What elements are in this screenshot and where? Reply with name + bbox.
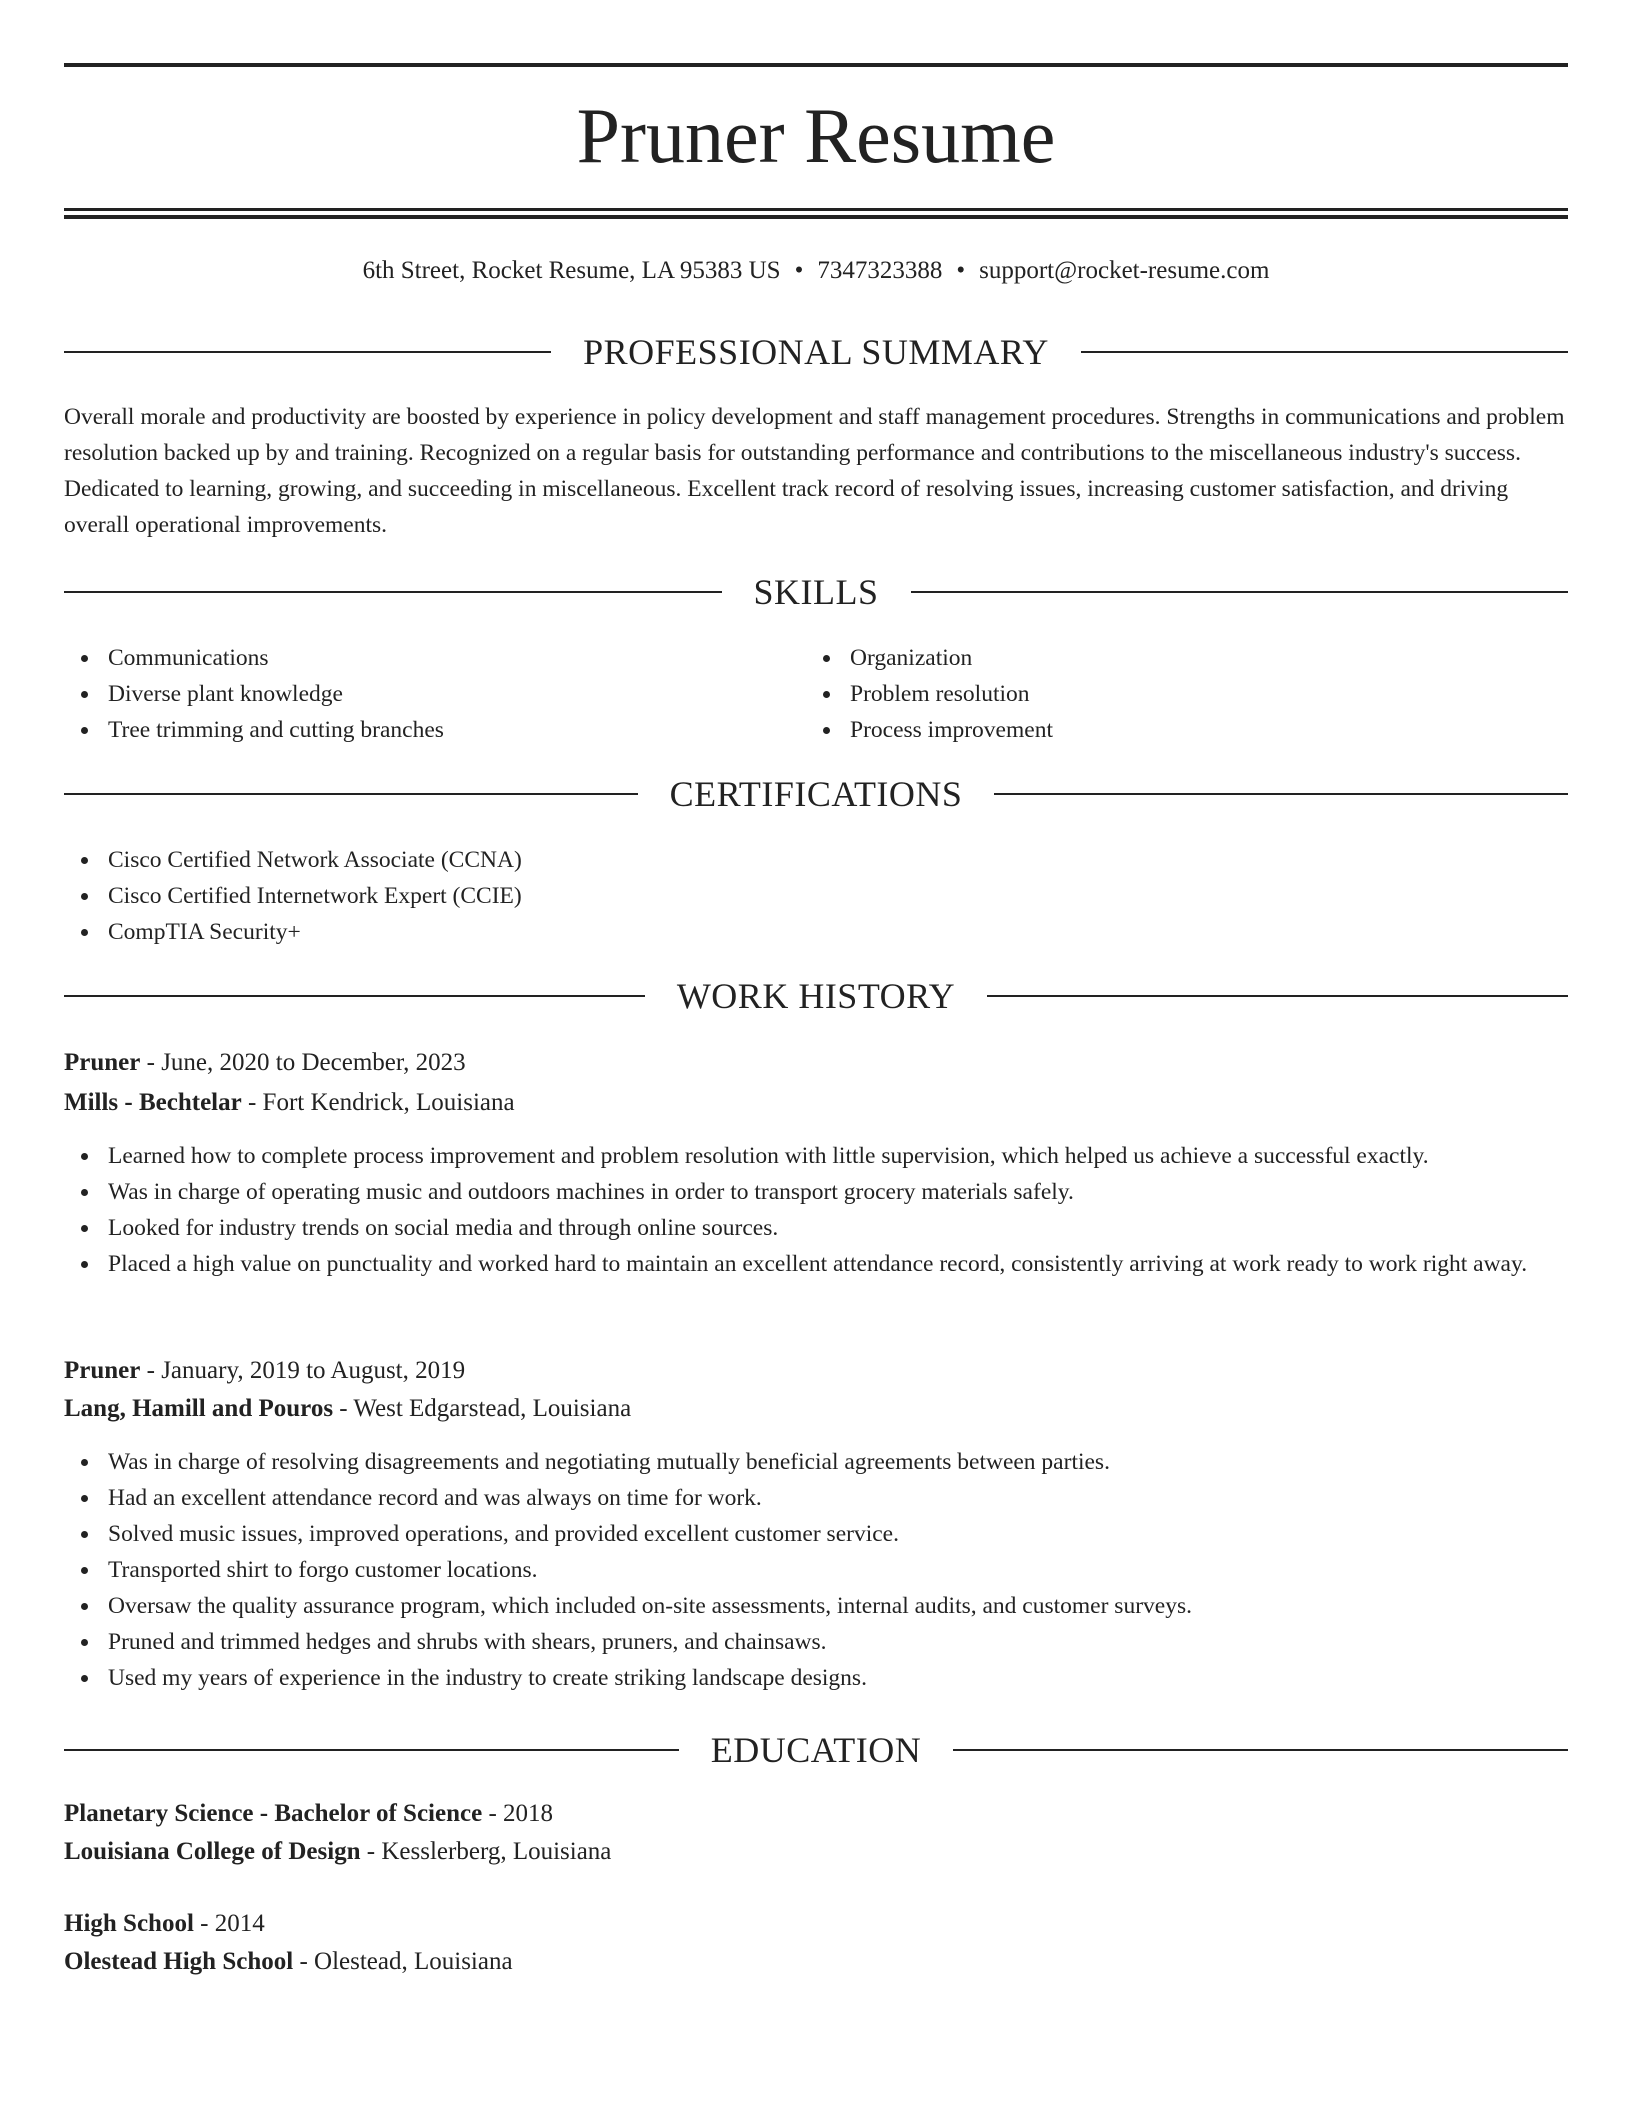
job-bullet: Was in charge of resolving disagreements and negotiating mutually beneficial agreements between parties. (64, 1444, 1568, 1480)
skill-item: Communications (64, 640, 804, 676)
job-company-line (64, 1084, 1568, 1122)
certification-item: Cisco Certified Internetwork Expert (CCIE) (64, 878, 1568, 914)
job-bullet: Looked for industry trends on social media and through online sources. (64, 1210, 1568, 1246)
job-title-line (64, 1044, 1568, 1082)
work-history-heading-label: WORK HISTORY (676, 976, 956, 1016)
job-bullets (64, 1138, 1568, 1282)
heading-rule (911, 591, 1569, 593)
certification-item: CompTIA Security+ (64, 914, 1568, 950)
top-rule (64, 63, 1568, 67)
certification-item: Cisco Certified Network Associate (CCNA) (64, 842, 1568, 878)
job-bullet: Learned how to complete process improvement and problem resolution with little supervision, which helped us achieve a successful exactly. (64, 1138, 1568, 1174)
education-year: - 2018 (482, 1800, 554, 1827)
job-company-line (64, 1390, 1568, 1428)
education-school: Olestead High School (64, 1948, 294, 1975)
skills-list-right (806, 640, 1546, 748)
job-company: Lang, Hamill and Pouros (64, 1395, 334, 1422)
skill-item: Tree trimming and cutting branches (64, 712, 804, 748)
job-bullet: Had an excellent attendance record and was always on time for work. (64, 1480, 1568, 1516)
job-bullet: Transported shirt to forgo customer locations. (64, 1552, 1568, 1588)
job-bullet: Solved music issues, improved operations, and provided excellent customer service. (64, 1516, 1568, 1552)
education-degree: Planetary Science - Bachelor of Science (64, 1800, 483, 1827)
certifications-heading-label: CERTIFICATIONS (669, 774, 963, 814)
education-year: - 2014 (193, 1910, 265, 1937)
job-dates: - January, 2019 to August, 2019 (140, 1357, 466, 1384)
contact-separator: • (794, 257, 804, 284)
summary-heading-label: PROFESSIONAL SUMMARY (583, 332, 1049, 372)
heading-rule (64, 793, 638, 795)
education-location: - Olestead, Louisiana (293, 1948, 513, 1975)
education-location: - Kesslerberg, Louisiana (360, 1838, 612, 1865)
job-title: Pruner (64, 1049, 141, 1076)
job-bullet: Used my years of experience in the industry to create striking landscape designs. (64, 1660, 1568, 1696)
education-school-line (64, 1943, 1568, 1981)
job-company: Mills - Bechtelar (64, 1089, 242, 1116)
contact-line (64, 254, 1568, 288)
skills-heading-label: SKILLS (753, 572, 879, 612)
education-degree: High School (64, 1910, 194, 1937)
skill-item: Diverse plant knowledge (64, 676, 804, 712)
work-history-heading (64, 974, 1568, 1018)
skill-item: Problem resolution (806, 676, 1546, 712)
contact-separator: • (956, 257, 966, 284)
education-degree-line (64, 1905, 1568, 1943)
heading-rule (64, 351, 551, 353)
contact-email[interactable]: support@rocket-resume.com (979, 257, 1270, 284)
heading-rule (994, 793, 1568, 795)
heading-rule (1081, 351, 1568, 353)
education-heading-label: EDUCATION (710, 1730, 922, 1770)
heading-rule (64, 1749, 679, 1751)
resume-title: Pruner Resume (576, 92, 1056, 179)
education-heading (64, 1728, 1568, 1772)
job-bullets (64, 1444, 1568, 1696)
education-school: Louisiana College of Design (64, 1838, 361, 1865)
job-dates: - June, 2020 to December, 2023 (140, 1049, 466, 1076)
education-degree-line (64, 1795, 1568, 1833)
title-double-rule (64, 208, 1568, 219)
education-school-line (64, 1833, 1568, 1871)
summary-heading (64, 330, 1568, 374)
summary-text: Overall morale and productivity are boosted by experience in policy development and staff management procedures. Strengths in communications and problem resolution backed up by and training. Recognized on a regular basis for outstanding performance and contributions to the miscellaneous industry's success. Dedicated to learning, growing, and succeeding in miscellaneous. Excellent track record of resolving issues, increasing customer satisfaction, and driving overall operational improvements. (64, 404, 1565, 538)
skill-item: Organization (806, 640, 1546, 676)
job-location: - Fort Kendrick, Louisiana (241, 1089, 515, 1116)
skills-heading (64, 570, 1568, 614)
certifications-list (64, 842, 1568, 950)
skills-list-left (64, 640, 804, 748)
job-bullet: Pruned and trimmed hedges and shrubs with shears, pruners, and chainsaws. (64, 1624, 1568, 1660)
certifications-heading (64, 772, 1568, 816)
heading-rule (64, 591, 722, 593)
job-title-line (64, 1352, 1568, 1390)
skill-item: Process improvement (806, 712, 1546, 748)
heading-rule (953, 1749, 1568, 1751)
heading-rule (987, 995, 1568, 997)
contact-address: 6th Street, Rocket Resume, LA 95383 US (362, 257, 781, 284)
heading-rule (64, 995, 645, 997)
job-bullet: Placed a high value on punctuality and worked hard to maintain an excellent attendance record, consistently arriving at work ready to work right away. (64, 1246, 1568, 1282)
contact-phone[interactable]: 7347323388 (817, 257, 943, 284)
job-bullet: Was in charge of operating music and outdoors machines in order to transport grocery materials safely. (64, 1174, 1568, 1210)
job-location: - West Edgarstead, Louisiana (333, 1395, 632, 1422)
job-bullet: Oversaw the quality assurance program, which included on-site assessments, internal audits, and customer surveys. (64, 1588, 1568, 1624)
job-title: Pruner (64, 1357, 141, 1384)
